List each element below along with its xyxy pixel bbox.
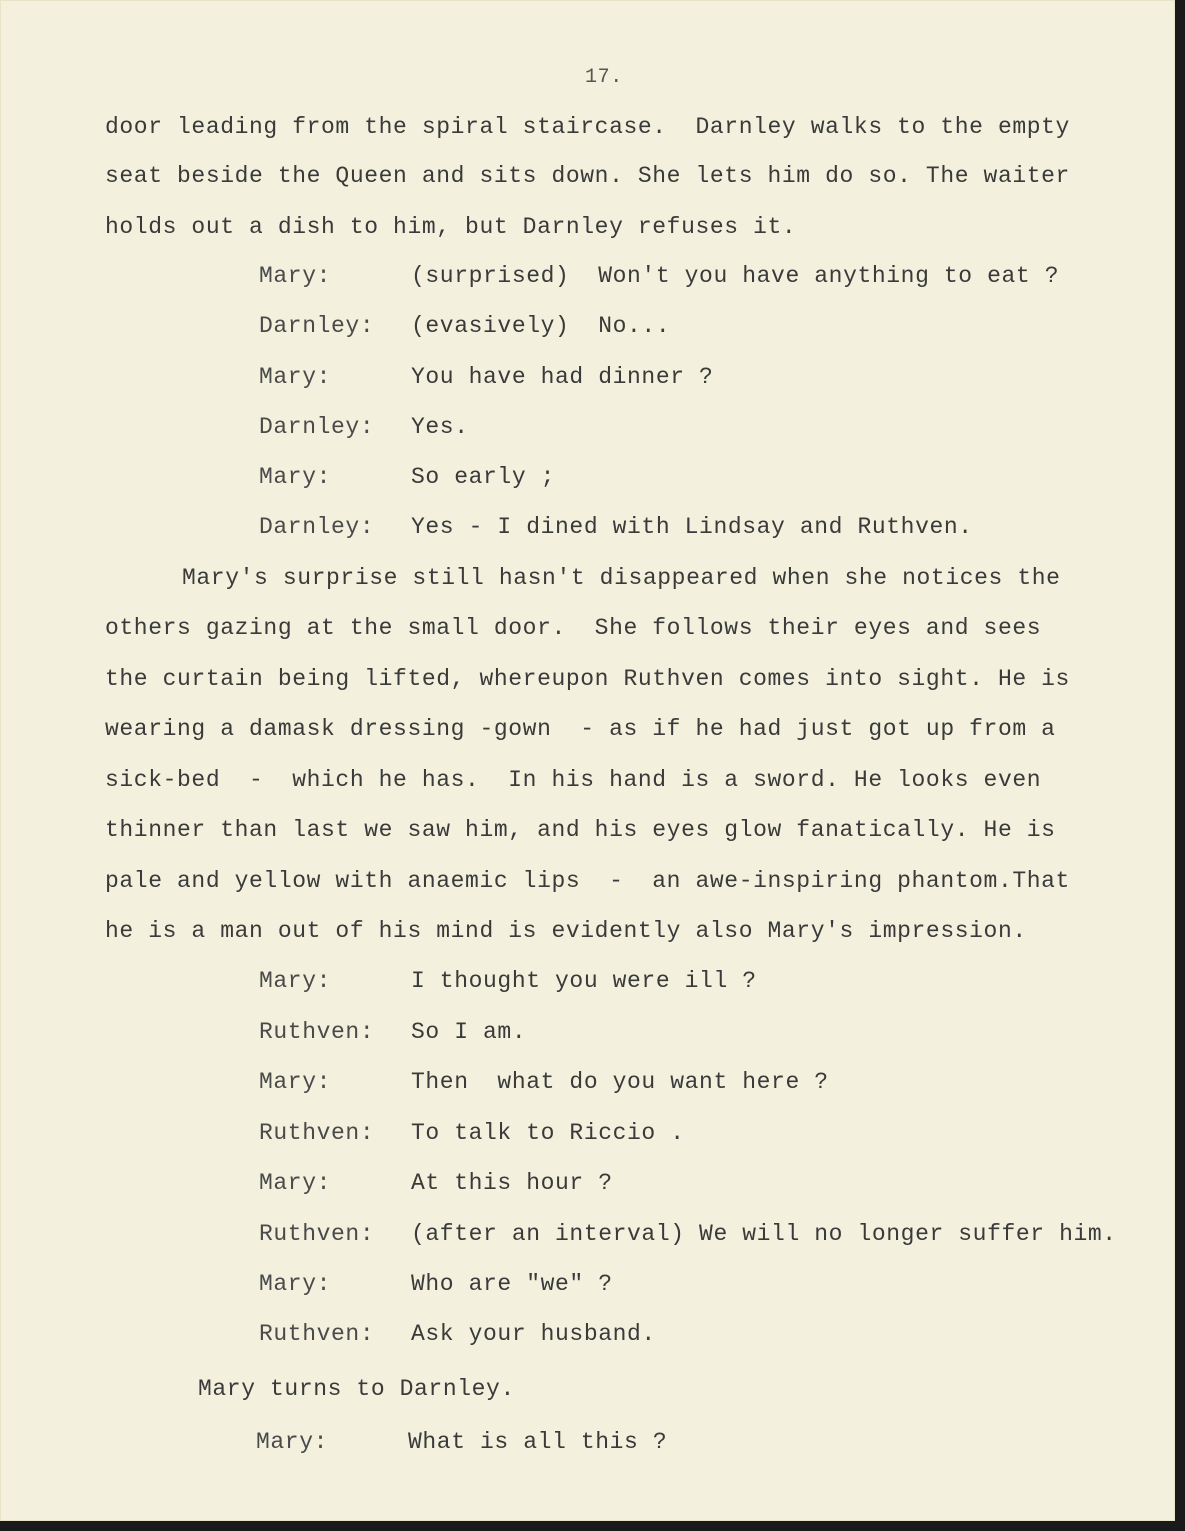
paragraph-line: wearing a damask dressing -gown - as if he had just got up from a (105, 716, 1056, 742)
speaker-name: Mary: (259, 1271, 332, 1297)
paragraph-line: door leading from the spiral staircase. Darnley walks to the empty (105, 114, 1070, 140)
paragraph-line: he is a man out of his mind is evidently also Mary's impression. (105, 918, 1027, 944)
speaker-name: Mary: (259, 464, 332, 490)
dialogue-line: (after an interval) We will no longer suffer him. (411, 1221, 1117, 1247)
dialogue-line: (surprised) Won't you have anything to eat ? (411, 263, 1060, 289)
dialogue-line: So I am. (411, 1019, 527, 1045)
paragraph-line: others gazing at the small door. She follows their eyes and sees (105, 615, 1042, 641)
dialogue-line: What is all this ? (408, 1429, 668, 1455)
speaker-name: Mary: (259, 1069, 332, 1095)
paragraph-line: Mary's surprise still hasn't disappeared when she notices the (182, 565, 1061, 591)
speaker-name: Mary: (256, 1429, 329, 1455)
dialogue-line: Yes - I dined with Lindsay and Ruthven. (411, 514, 973, 540)
speaker-name: Darnley: (259, 414, 375, 440)
paragraph-line: sick-bed - which he has. In his hand is a sword. He looks even (105, 767, 1042, 793)
speaker-name: Mary: (259, 1170, 332, 1196)
speaker-name: Darnley: (259, 514, 375, 540)
speaker-name: Darnley: (259, 313, 375, 339)
dialogue-line: So early ; (411, 464, 556, 490)
speaker-name: Mary: (259, 364, 332, 390)
speaker-name: Ruthven: (259, 1321, 375, 1347)
paragraph-line: the curtain being lifted, whereupon Ruthven comes into sight. He is (105, 666, 1070, 692)
dialogue-line: Ask your husband. (411, 1321, 656, 1347)
paragraph-line: Mary turns to Darnley. (198, 1376, 515, 1402)
dialogue-line: I thought you were ill ? (411, 968, 757, 994)
dialogue-line: Then what do you want here ? (411, 1069, 829, 1095)
speaker-name: Ruthven: (259, 1221, 375, 1247)
paragraph-line: thinner than last we saw him, and his eyes glow fanatically. He is (105, 817, 1056, 843)
speaker-name: Ruthven: (259, 1120, 375, 1146)
speaker-name: Ruthven: (259, 1019, 375, 1045)
dialogue-line: At this hour ? (411, 1170, 613, 1196)
dialogue-line: (evasively) No... (411, 313, 671, 339)
dialogue-line: Who are "we" ? (411, 1271, 613, 1297)
dialogue-line: Yes. (411, 414, 469, 440)
speaker-name: Mary: (259, 263, 332, 289)
dialogue-line: You have had dinner ? (411, 364, 714, 390)
page-number: 17. (585, 66, 623, 89)
paragraph-line: holds out a dish to him, but Darnley refuses it. (105, 214, 797, 240)
paragraph-line: seat beside the Queen and sits down. She lets him do so. The waiter (105, 163, 1070, 189)
paragraph-line: pale and yellow with anaemic lips - an awe-inspiring phantom.That (105, 868, 1070, 894)
dialogue-line: To talk to Riccio . (411, 1120, 685, 1146)
speaker-name: Mary: (259, 968, 332, 994)
